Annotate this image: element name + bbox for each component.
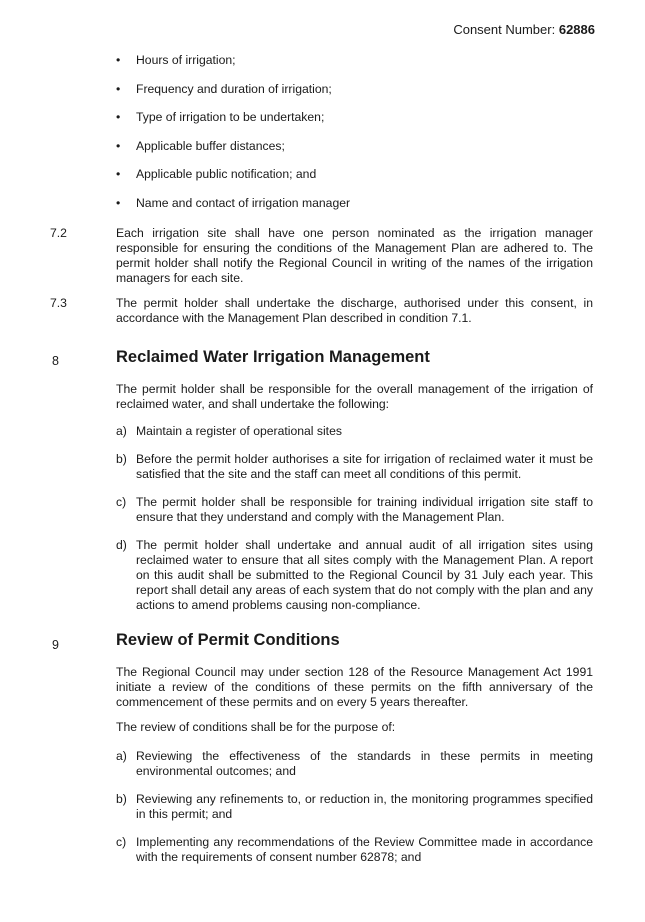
list-item bbox=[116, 424, 593, 439]
bullet-item: • Hours of irrigation; bbox=[112, 53, 592, 82]
condition-7-2-text: Each irrigation site shall have one person nominated as the irrigation manager responsible for ensuring the conditions of the Management Plan are adhered to. The permit holder shall notify the Regional Council in writing of the names of the irrigation managers for each site. bbox=[116, 226, 593, 285]
section-9-title: Review of Permit Conditions bbox=[116, 631, 340, 649]
bullet-item: • Type of irrigation to be undertaken; bbox=[112, 110, 592, 139]
item-label: d) bbox=[116, 538, 127, 552]
item-label: c) bbox=[116, 495, 127, 509]
section-9-intro: The Regional Council may under section 128 of the Resource Management Act 1991 initiate a review of the conditions of these permits on the fifth anniversary of the commencement of these permits and on every 5 years thereafter. bbox=[116, 665, 593, 709]
item-label: c) bbox=[116, 835, 127, 849]
list-item bbox=[116, 749, 593, 779]
condition-7-3-number: 7.3 bbox=[50, 296, 67, 310]
list-item bbox=[116, 452, 593, 482]
item-label: b) bbox=[116, 792, 127, 806]
list-item bbox=[116, 495, 593, 525]
consent-number: 62886 bbox=[558, 22, 595, 37]
section-9-purpose: The review of conditions shall be for the purpose of: bbox=[116, 720, 396, 734]
condition-7-3-text: The permit holder shall undertake the discharge, authorised under this consent, in accordance with the Management Plan described in condition 7.1. bbox=[116, 296, 593, 325]
bullet-item: • Frequency and duration of irrigation; bbox=[112, 82, 592, 111]
item-text: Before the permit holder authorises a site for irrigation of reclaimed water it must be satisfied that the site and the staff can meet all conditions of this permit. bbox=[136, 452, 593, 481]
section-8-intro: The permit holder shall be responsible for the overall management of the irrigation of reclaimed water, and shall undertake the following: bbox=[116, 382, 593, 411]
item-text: Reviewing any refinements to, or reduction in, the monitoring programmes specified in this permit; and bbox=[136, 792, 593, 821]
list-item bbox=[116, 792, 593, 822]
consent-label: Consent Number: bbox=[453, 22, 556, 37]
section-9-item-list bbox=[116, 749, 593, 878]
section-8-number: 8 bbox=[52, 354, 59, 368]
bullet-item: • Applicable public notification; and bbox=[112, 167, 592, 196]
management-plan-bullet-list bbox=[112, 53, 592, 225]
item-text: The permit holder shall be responsible for training individual irrigation site staff to ensure that they understand and comply with the Management Plan. bbox=[136, 495, 593, 524]
section-8-item-list bbox=[116, 424, 593, 626]
item-text: Implementing any recommendations of the Review Committee made in accordance with the requirements of consent number 62878; and bbox=[136, 835, 593, 864]
condition-7-2-number: 7.2 bbox=[50, 226, 67, 240]
item-text: Maintain a register of operational sites bbox=[136, 424, 342, 438]
consent-number-header bbox=[453, 22, 595, 37]
item-label: a) bbox=[116, 424, 127, 438]
bullet-item: • Name and contact of irrigation manager bbox=[112, 196, 592, 225]
item-label: b) bbox=[116, 452, 127, 466]
item-text: Reviewing the effectiveness of the standards in these permits in meeting environmental outcomes; and bbox=[136, 749, 593, 778]
section-9-number: 9 bbox=[52, 638, 59, 652]
list-item bbox=[116, 538, 593, 613]
item-text: The permit holder shall undertake and annual audit of all irrigation sites using reclaimed water to ensure that all sites comply with the Management Plan. A report on this audit shall be submitted to the Regional Council by 31 July each year. This report shall detail any areas of each system that do not comply with the plan and any actions to amend problems causing non-compliance. bbox=[136, 538, 593, 612]
item-label: a) bbox=[116, 749, 127, 763]
bullet-item: • Applicable buffer distances; bbox=[112, 139, 592, 168]
list-item bbox=[116, 835, 593, 865]
section-8-title: Reclaimed Water Irrigation Management bbox=[116, 348, 430, 366]
